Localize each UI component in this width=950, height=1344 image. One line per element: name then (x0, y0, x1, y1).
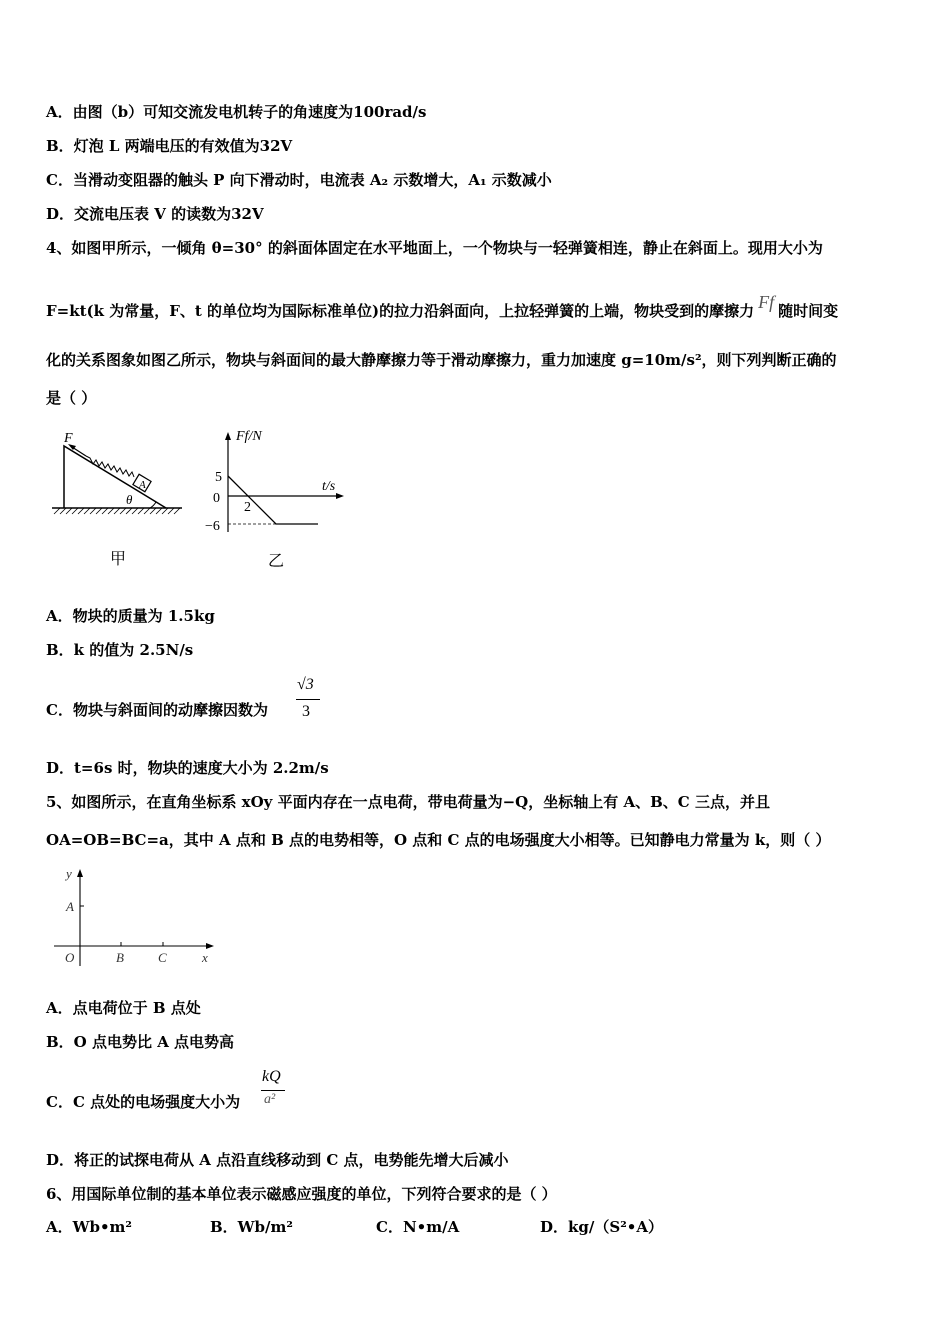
angle-arc (150, 502, 156, 508)
q5-stem-line2: OA=OB=BC=a，其中 A 点和 B 点的电势相等，O 点和 C 点的电场强度大小相等。已知静电力常量为 k，则（ ） (46, 831, 831, 849)
q4-c-numerator: √3 (297, 676, 314, 693)
q4-c-fraction-bar (296, 699, 320, 700)
q4-stem-line4: 是（ ） (46, 389, 97, 407)
q4-stem-line2a: F=kt(k 为常量，F、t 的单位均为国际标准单位)的拉力沿斜面向，上拉轻弹簧的上端，物块受到的摩擦力 (46, 302, 755, 320)
q4-option-d: D．t=6s 时，物块的速度大小为 2.2m/s (46, 759, 329, 777)
y-axis-arrow (225, 432, 231, 440)
tick-neg6: −6 (205, 519, 220, 534)
friction-graph (200, 424, 350, 542)
y-label: y (66, 866, 72, 881)
tick-0: 0 (213, 491, 220, 506)
a-label: A (66, 899, 74, 914)
q5-option-b: B．O 点电势比 A 点电势高 (46, 1033, 235, 1051)
tick-2: 2 (244, 500, 251, 515)
block-label: A (139, 479, 146, 491)
q5-stem-line1: 5、如图所示，在直角坐标系 xOy 平面内存在一点电荷，带电荷量为−Q，坐标轴上有 A、B、C 三点，并且 (46, 793, 770, 811)
c-label: C (158, 950, 167, 965)
q4-stem-line1: 4、如图甲所示，一倾角 θ=30° 的斜面体固定在水平地面上，一个物块与一轻弹簧相连，静止在斜面上。现用大小为 (46, 239, 823, 257)
q3-option-c: C．当滑动变阻器的触头 P 向下滑动时，电流表 A₂ 示数增大，A₁ 示数减小 (46, 171, 552, 189)
q6-option-a: A．Wb•m² (46, 1218, 133, 1236)
x-axis-arrow (206, 943, 214, 949)
q4-stem-line2 (46, 292, 839, 321)
b-label: B (116, 950, 124, 965)
o-label: O (65, 950, 75, 965)
q6-stem: 6、用国际单位制的基本单位表示磁感应强度的单位，下列符合要求的是（ ） (46, 1185, 557, 1203)
coordinate-figure (52, 864, 222, 972)
x-axis-label: t/s (322, 479, 336, 494)
q6-option-b: B．Wb/m² (210, 1218, 293, 1236)
y-axis-label: Ff/N (236, 429, 262, 444)
q5-option-c: C．C 点处的电场强度大小为 (46, 1093, 241, 1111)
q5-option-d: D．将正的试探电荷从 A 点沿直线移动到 C 点，电势能先增大后减小 (46, 1151, 509, 1169)
fig-caption-yi: 乙 (268, 551, 285, 570)
ground-hatching (54, 508, 180, 514)
q4-option-a: A．物块的质量为 1.5kg (46, 607, 215, 625)
q4-stem-line3: 化的关系图象如图乙所示，物块与斜面间的最大静摩擦力等于滑动摩擦力，重力加速度 g=10m/s²，则下列判断正确的 (46, 351, 837, 369)
angle-label: θ (126, 492, 133, 507)
y-axis-arrow (77, 869, 83, 877)
q6-option-d: D．kg/（S²•A） (540, 1218, 663, 1236)
friction-curve (228, 476, 318, 524)
q3-option-d: D．交流电压表 V 的读数为32V (46, 205, 264, 223)
q6-option-c: C．N•m/A (376, 1218, 460, 1236)
q4-c-denominator: 3 (302, 703, 310, 720)
q4-option-c: C．物块与斜面间的动摩擦因数为 (46, 701, 268, 719)
q5-c-fraction-bar (261, 1090, 285, 1091)
q5-c-denominator: a² (264, 1092, 276, 1107)
tick-5: 5 (215, 470, 222, 485)
q3-option-b: B．灯泡 L 两端电压的有效值为32V (46, 137, 293, 155)
incline-figure (48, 428, 188, 520)
x-label: x (202, 950, 208, 965)
fig-caption-jia: 甲 (110, 549, 127, 568)
force-label: F (64, 431, 73, 446)
q3-option-a: A．由图（b）可知交流发电机转子的角速度为100rad/s (46, 103, 427, 121)
x-axis-arrow (336, 493, 344, 499)
q4-option-b: B．k 的值为 2.5N/s (46, 641, 194, 659)
q5-c-numerator: kQ (262, 1068, 281, 1085)
incline-triangle (64, 446, 166, 508)
q4-stem-line2b: 随时间变 (778, 302, 839, 320)
q5-option-a: A．点电荷位于 B 点处 (46, 999, 201, 1017)
ff-symbol: Ff (758, 292, 775, 312)
